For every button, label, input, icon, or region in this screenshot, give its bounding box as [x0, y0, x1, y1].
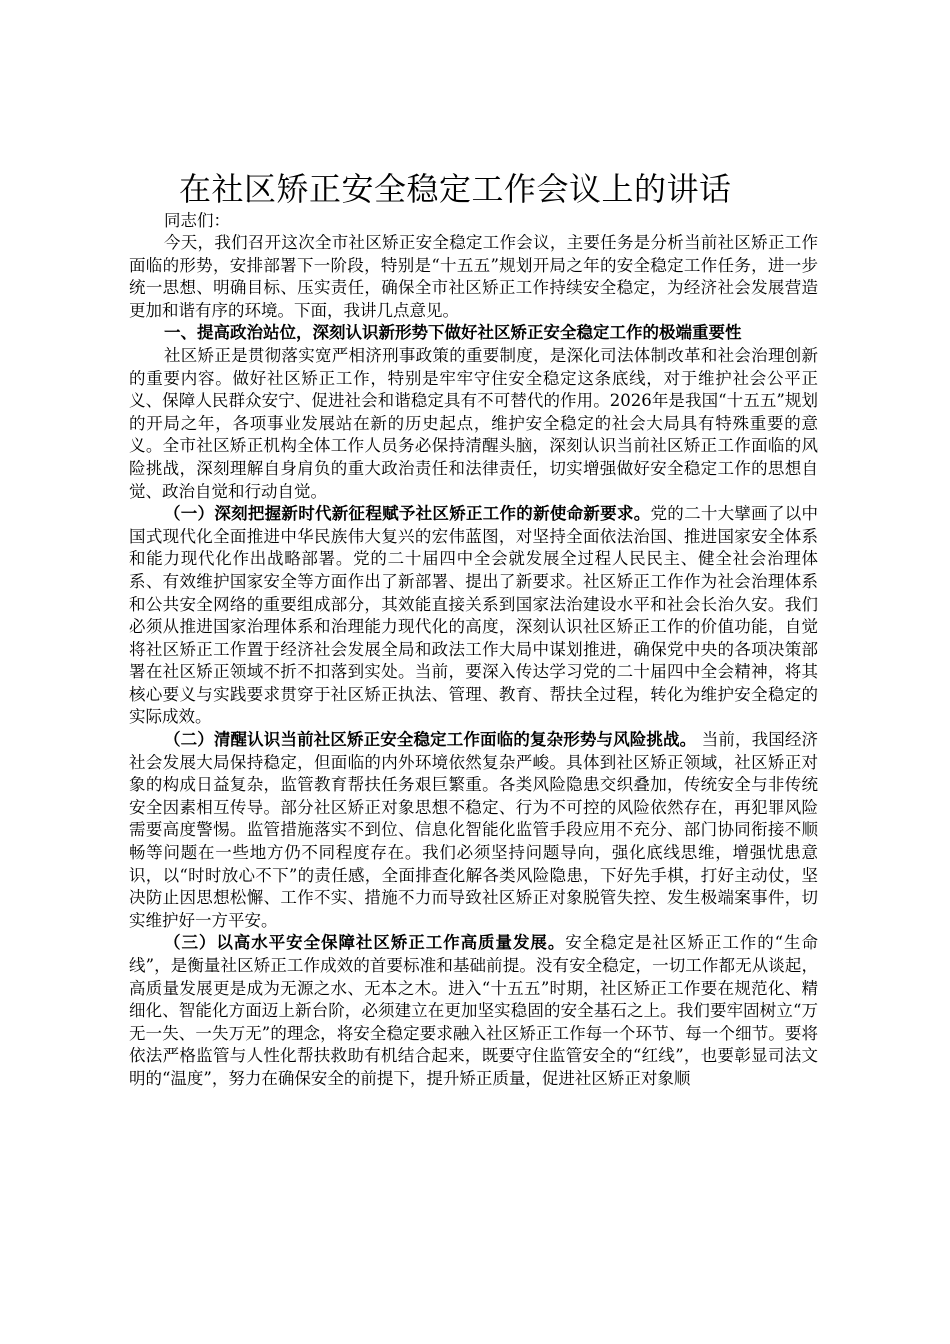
document-title: 在社区矫正安全稳定工作会议上的讲话	[179, 170, 732, 208]
document-page	[129, 168, 818, 1091]
subsection-1-paragraph	[129, 503, 818, 729]
salutation: 同志们：	[164, 211, 230, 230]
subsection-3-body: 安全稳定是社区矫正工作的“生命线”，是衡量社区矫正工作成效的首要标准和基础前提。没有安全稳定，一切工作都无从谈起，高质量发展更是成为无源之水、无本之木。进入“十五五”时期，社区矫正工作要在规范化、精细化、智能化方面迈上新台阶，必须建立在更加坚实稳固的安全基石之上。我们要牢固树立“万无一失、一失万无”的理念，将安全稳定要求融入社区矫正工作每一个环节、每一个细节。要将依法严格监管与人性化帮扶救助有机结合起来，既要守住监管安全的“红线”，也要彰显司法文明的“温度”，努力在确保安全的前提下，提升矫正质量，促进社区矫正对象顺	[129, 933, 818, 1088]
subsection-1-body: 党的二十大擘画了以中国式现代化全面推进中华民族伟大复兴的宏伟蓝图，对坚持全面依法治国、推进国家安全体系和能力现代化作出战略部署。党的二十届四中全会就发展全过程人民民主、健全社会治理体系、有效维护国家安全等方面作出了新部署、提出了新要求。社区矫正工作作为社会治理体系和公共安全网络的重要组成部分，其效能直接关系到国家法治建设水平和社会长治久安。我们必须从推进国家治理体系和治理能力现代化的高度，深刻认识社区矫正工作的价值功能，自觉将社区矫正工作置于经济社会发展全局和政法工作大局中谋划推进，确保党中央的各项决策部署在社区矫正领域不折不扣落到实处。当前，要深入传达学习党的二十届四中全会精神，将其核心要义与实践要求贯穿于社区矫正执法、管理、教育、帮扶全过程，转化为维护安全稳定的实际成效。	[129, 504, 819, 727]
subsection-2-paragraph	[129, 729, 818, 932]
intro-paragraph: 今天，我们召开这次全市社区矫正安全稳定工作会议，主要任务是分析当前社区矫正工作面临的形势，安排部署下一阶段，特别是“十五五”规划开局之年的安全稳定工作任务，进一步统一思想、明确目标、压实责任，确保全市社区矫正工作持续安全稳定，为经济社会发展营造更加和谐有序的环境。下面，我讲几点意见。	[129, 233, 818, 320]
subsection-2-body: 当前，我国经济社会发展大局保持稳定，但面临的内外环境依然复杂严峻。具体到社区矫正领域，社区矫正对象的构成日益复杂，监管教育帮扶任务艰巨繁重。各类风险隐患交织叠加，传统安全与非传统安全因素相互传导。部分社区矫正对象思想不稳定、行为不可控的风险依然存在，再犯罪风险需要高度警惕。监管措施落实不到位、信息化智能化监管手段应用不充分、部门协同衔接不顺畅等问题在一些地方仍不同程度存在。我们必须坚持问题导向，强化底线思维，增强忧患意识，以“时时放心不下”的责任感，全面排查化解各类风险隐患，下好先手棋，打好主动仗，坚决防止因思想松懈、工作不实、措施不力而导致社区矫正对象脱管失控、发生极端案事件，切实维护好一方平安。	[129, 730, 818, 930]
subsection-3-paragraph	[129, 932, 818, 1090]
subsection-2-lead: （二）清醒认识当前社区矫正安全稳定工作面临的复杂形势与风险挑战。	[164, 730, 697, 750]
section-1-body: 社区矫正是贯彻落实宽严相济刑事政策的重要制度，是深化司法体制改革和社会治理创新的重要内容。做好社区矫正工作，特别是牢牢守住安全稳定这条底线，对于维护社会公平正义、保障人民群众安宁、促进社会和谐稳定具有不可替代的作用。2026年是我国“十五五”规划的开局之年，各项事业发展站在新的历史起点，维护安全稳定的社会大局具有特殊重要的意义。全市社区矫正机构全体工作人员务必保持清醒头脑，深刻认识当前社区矫正工作面临的风险挑战，深刻理解自身肩负的重大政治责任和法律责任，切实增强做好安全稳定工作的思想自觉、政治自觉和行动自觉。	[129, 345, 818, 501]
subsection-3-lead: （三）以高水平安全保障社区矫正工作高质量发展。	[164, 933, 566, 953]
section-1-heading: 一、提高政治站位，深刻认识新形势下做好社区矫正安全稳定工作的极端重要性	[164, 323, 742, 343]
subsection-1-lead: （一）深刻把握新时代新征程赋予社区矫正工作的新使命新要求。	[164, 504, 651, 524]
